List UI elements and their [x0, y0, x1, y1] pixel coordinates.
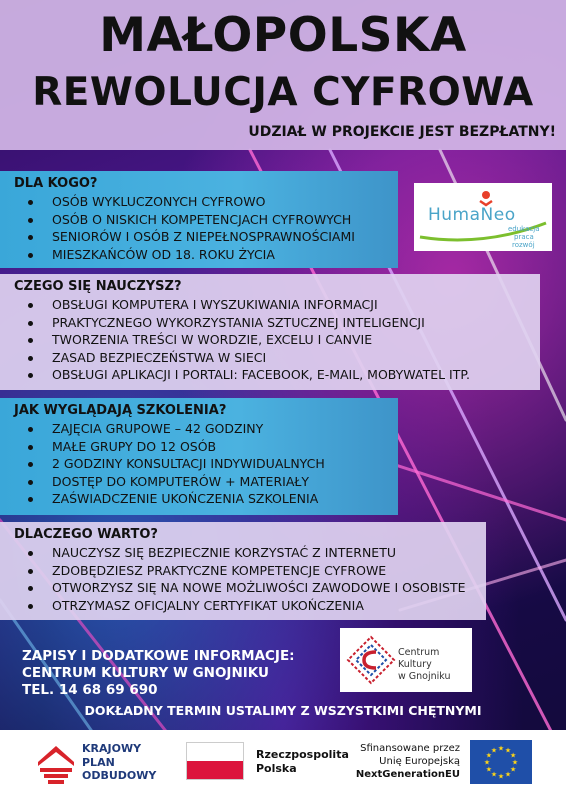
list-item: ZDOBĘDZIESZ PRAKTYCZNE KOMPETENCJE CYFROWE: [22, 562, 466, 580]
list-item: OSÓB WYKLUCZONYCH CYFROWO: [22, 193, 355, 211]
section-list: [22, 544, 466, 614]
list-item: MIESZKAŃCÓW OD 18. ROKU ŻYCIA: [22, 246, 355, 264]
list-item: OBSŁUGI KOMPUTERA I WYSZUKIWANIA INFORMACJI: [22, 296, 470, 314]
humaneo-tagline-3: rozwój: [512, 241, 535, 249]
kpo-line1: KRAJOWY: [82, 742, 142, 755]
eu-line2: Unię Europejską: [379, 756, 460, 767]
kpo-emblem-icon: [36, 742, 76, 786]
section-how-trainings-look: [0, 398, 398, 515]
free-participation-note: UDZIAŁ W PROJEKCIE JEST BEZPŁATNY!: [248, 124, 556, 140]
list-item: TWORZENIA TREŚCI W WORDZIE, EXCELU I CANVIE: [22, 331, 470, 349]
page-subtitle-title: REWOLUCJA CYFROWA: [32, 70, 534, 115]
list-item: PRAKTYCZNEGO WYKORZYSTANIA SZTUCZNEJ INTELIGENCJI: [22, 314, 470, 332]
section-heading: JAK WYGLĄDAJĄ SZKOLENIA?: [14, 403, 227, 418]
eu-star-icon: ★: [490, 770, 498, 779]
kpo-line2: PLAN: [82, 755, 115, 769]
eu-star-icon: ★: [511, 758, 519, 767]
section-list: [22, 296, 470, 384]
contact-line-organizer: CENTRUM KULTURY W GNOJNIKU: [22, 665, 269, 681]
section-heading: CZEGO SIĘ NAUCZYSZ?: [14, 279, 182, 294]
polish-flag: [186, 742, 244, 780]
eu-line3: NextGenerationEU: [355, 769, 460, 780]
eu-star-icon: ★: [504, 770, 512, 779]
eu-star-icon: ★: [483, 758, 491, 767]
eu-flag: [470, 740, 532, 784]
funding-footer: [0, 730, 566, 800]
list-item: ZASAD BEZPIECZEŃSTWA W SIECI: [22, 349, 470, 367]
eu-star-icon: ★: [497, 772, 505, 781]
eu-star-icon: ★: [504, 746, 512, 755]
poland-line1: Rzeczpospolita: [256, 748, 349, 761]
centrum-kultury-emblem-icon: [346, 635, 396, 685]
list-item: OTWORZYSZ SIĘ NA NOWE MOŻLIWOŚCI ZAWODOWE I OSOBISTE: [22, 579, 466, 597]
list-item: MAŁE GRUPY DO 12 OSÓB: [22, 438, 325, 456]
list-item: OTRZYMASZ OFICJALNY CERTYFIKAT UKOŃCZENIA: [22, 597, 466, 615]
list-item: ZAŚWIADCZENIE UKOŃCZENIA SZKOLENIA: [22, 490, 325, 508]
list-item: OSÓB O NISKICH KOMPETENCJACH CYFROWYCH: [22, 211, 355, 229]
page-title: MAŁOPOLSKA: [99, 8, 467, 63]
contact-info: [22, 648, 295, 699]
list-item: ZAJĘCIA GRUPOWE – 42 GODZINY: [22, 420, 325, 438]
eu-line1: Sfinansowane przez: [360, 743, 460, 754]
list-item: DOSTĘP DO KOMPUTERÓW + MATERIAŁY: [22, 473, 325, 491]
list-item: SENIORÓW I OSÓB Z NIEPEŁNOSPRAWNOŚCIAMI: [22, 228, 355, 246]
humaneo-tagline-1: edukacja: [508, 225, 540, 233]
section-list: [22, 193, 355, 263]
humaneo-tagline-2: praca: [514, 233, 534, 241]
section-heading: DLACZEGO WARTO?: [14, 527, 158, 542]
contact-line-phone: TEL. 14 68 69 690: [22, 682, 158, 698]
ck-logo-line2: w Gnojniku: [398, 671, 451, 682]
centrum-kultury-logo: [340, 628, 472, 692]
humaneo-logo-text: HumaNeo: [428, 205, 516, 225]
eu-star-icon: ★: [485, 765, 493, 774]
section-list: [22, 420, 325, 508]
list-item: OBSŁUGI APLIKACJI I PORTALI: FACEBOOK, E-MAIL, MOBYWATEL ITP.: [22, 366, 470, 384]
kpo-logo: [36, 742, 166, 788]
list-item: NAUCZYSZ SIĘ BEZPIECZNIE KORZYSTAĆ Z INTERNETU: [22, 544, 466, 562]
eu-star-icon: ★: [509, 765, 517, 774]
eu-star-icon: ★: [497, 744, 505, 753]
list-item: 2 GODZINY KONSULTACJI INDYWIDUALNYCH: [22, 455, 325, 473]
poland-line2: Polska: [256, 762, 297, 775]
ck-logo-line1: Centrum Kultury: [398, 647, 440, 670]
section-heading: DLA KOGO?: [14, 176, 98, 191]
contact-line-signup: ZAPISY I DODATKOWE INFORMACJE:: [22, 648, 295, 664]
section-for-whom: [0, 171, 398, 268]
eu-star-icon: ★: [485, 751, 493, 760]
eu-star-icon: ★: [490, 746, 498, 755]
eu-star-icon: ★: [509, 751, 517, 760]
eu-stars-icon: [470, 740, 532, 784]
humaneo-logo: [414, 183, 552, 251]
title-banner: [0, 0, 566, 150]
kpo-line3: ODBUDOWY: [82, 769, 157, 782]
section-what-you-learn: [0, 274, 540, 390]
date-to-be-agreed-note: DOKŁADNY TERMIN USTALIMY Z WSZYSTKIMI CHĘTNYMI: [84, 703, 482, 718]
section-why-worth-it: [0, 522, 486, 620]
